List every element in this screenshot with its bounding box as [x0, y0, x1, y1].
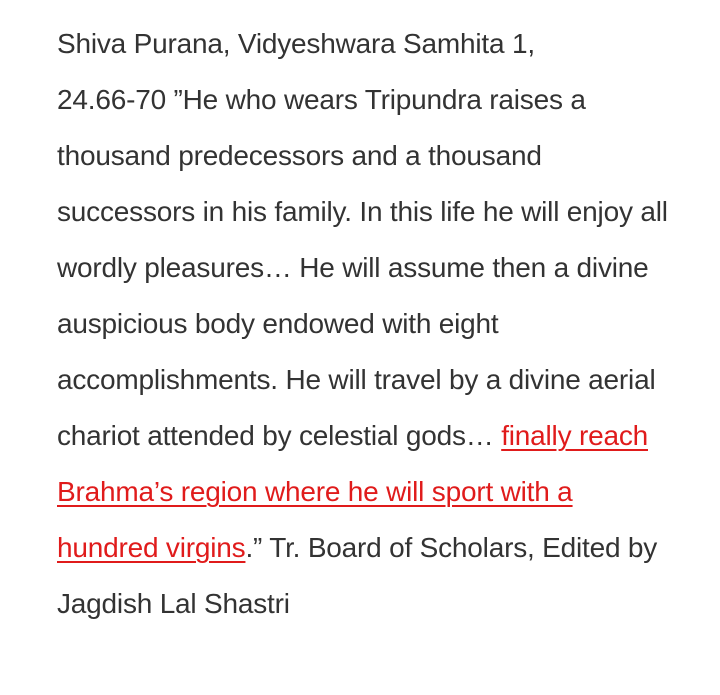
highlighted-quote: finally reach Brahma’s region where he will sport with a hundred virgins — [57, 420, 648, 563]
citation-lead: Shiva Purana, Vidyeshwara Samhita 1, — [57, 28, 535, 59]
translation-credit: .” Tr. Board of Scholars, Edited by Jagdish Lal Shastri — [57, 532, 658, 619]
quote-passage — [57, 16, 677, 632]
quote-text: 24.66-70 ”He who wears Tripundra raises a thousand predecessors and a thousand successors in his family. In this life he will enjoy all wordly pleasures… He will assume then a divine auspicious body endowed with eight accomplishments. He will travel by a divine aerial chariot attended by celestial gods… — [57, 84, 668, 451]
